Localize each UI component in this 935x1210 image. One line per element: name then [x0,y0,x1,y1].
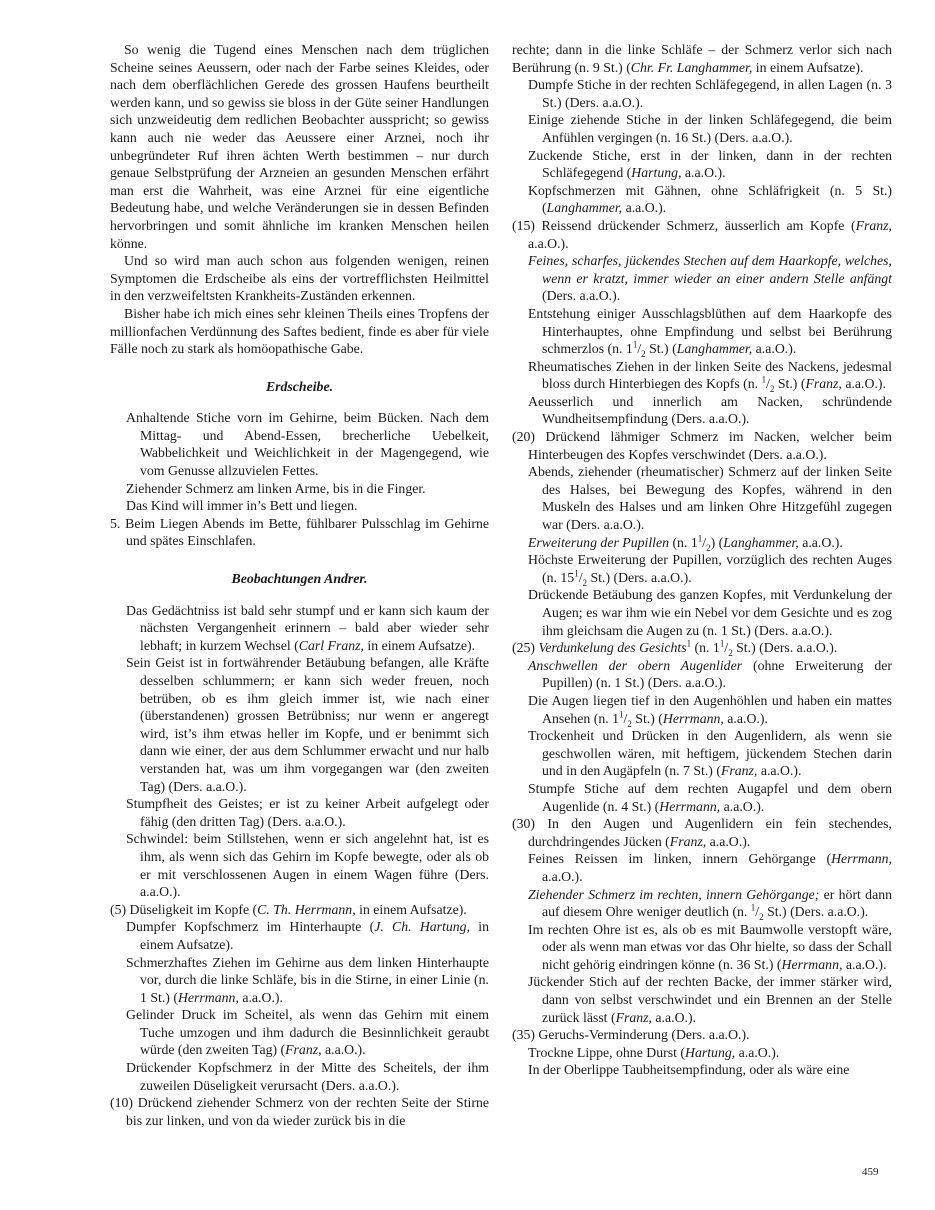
symptom-entry: Das Kind will immer in’s Bett und liegen. [126,498,358,514]
symptom-entry: Sein Geist ist in fortwährender Betäubung befangen, alle Kräfte desselben schlummern; er kann sich weder freuen, noch betrüben, ob es ihm gleich immer ist, wie nach einer (überstandenen) grossen Betrübniss; nur wenn er angeregt wird, ist’s ihm etwas heller im Kopfe, und er benimmt sich dann wie einer, der aus dem Schlummer erwacht und nur halb verstanden hat, was um ihm vorgegangen war (den zweiten Tag) (Ders. a.a.O.). [126,655,489,794]
symptom-entry: Jückender Stich auf der rechten Backe, der immer stärker wird, dann von selbst verschwindet und ein Brennen an der Stelle zurück lässt (Franz, a.a.O.). [528,974,892,1025]
symptom-entry: Schwindel: beim Stillstehen, wenn er sich angelehnt hat, ist es ihm, als wenn sich das Gehirn im Kopfe bewegte, oder als ob er mit verschlossenen Augen in einem Wagen führe (Ders. a.a.O.). [126,831,489,900]
symptom-entry: Kopfschmerzen mit Gähnen, ohne Schläfrigkeit (n. 5 St.) (Langhammer, a.a.O.). [528,182,892,216]
intro-paragraph: So wenig die Tugend eines Menschen nach dem trüglichen Scheine seines Aeussern, oder nach der Farbe seines Kleides, oder nach dem oberflächlichen Gerede des grossen Haufens beurtheilt werden kann, und so gewiss sie bloss in der Güte seiner Handlungen sich unzweideutig dem redlichen Beobachter ausspricht; so gewiss kann auch nie weder das Aeussere einer Arznei, noch ihr unbegründeter Ruf ihren ächten Werth bestimmen – nur durch genaue Selbstprüfung der Arzneien an gesunden Menschen erfährt man erst die Wahrheit, was eine Arznei für eine eigentliche Bedeutung habe, und welche Veränderungen sie in dessen Befinden hervorbringen und somit ähnliche im kranken Menschen heilen könne. [110,42,489,251]
symptom-entry: Die Augen liegen tief in den Augenhöhlen und haben ein mattes Ansehen (n. $1^1/_2$ St.) (Herrmann, a.a.O.). [528,692,892,729]
symptom-entry: Rheumatisches Ziehen in der linken Seite des Nackens, jedesmal bloss durch Hinterbiegen des Kopfs (n. $^1/_2$ St.) (Franz, a.a.O.). [528,358,892,395]
symptom-entry: (25) Verdunkelung des Gesichts$^1$ (n. $1^1/_2$ St.) (Ders. a.a.O.). [512,638,838,658]
symptom-entry: Ziehender Schmerz im rechten, innern Gehörgange; er hört dann auf diesem Ohre weniger deutlich (n. $^1/_2$ St.) (Ders. a.a.O.). [528,886,892,922]
symptom-entry: Anhaltende Stiche vorn im Gehirne, beim Bücken. Nach dem Mittag- und Abend-Essen, brecherliche Uebelkeit, Wabbelichkeit und Weichlichkeit in der Magengegend, wie vom Genusse allzuvielen Fettes. [126,410,489,479]
symptom-entry: Höchste Erweiterung der Pupillen, vorzüglich des rechten Auges (n. $15^1/_2$ St.) (Ders. a.a.O.). [528,552,892,588]
symptom-entry: Stumpfheit des Geistes; er ist zu keiner Arbeit aufgelegt oder fähig (den dritten Tag) (Ders. a.a.O.). [126,796,489,829]
symptom-entry: Dumpfer Kopfschmerz im Hinterhaupte (J. Ch. Hartung, in einem Aufsatze). [126,919,489,952]
symptom-entry: Feines Reissen im linken, innern Gehörgange (Herrmann, a.a.O.). [528,851,892,884]
symptom-entry: Drückende Betäubung des ganzen Kopfes, mit Verdunkelung der Augen; es war ihm wie ein Nebel vor dem Gesichte und es zog ihm gleichsam die Augen zu (n. 1 St.) (Ders. a.a.O.). [528,587,892,638]
symptom-entry: Trockenheit und Drücken in den Augenlidern, als wenn sie geschwollen wären, mit heftigem, jückendem Stechen darin und in den Augäpfeln (n. 7 St.) (Franz, a.a.O.). [528,728,892,779]
symptom-entry: (20) Drückend lähmiger Schmerz im Nacken, welcher beim Hinterbeugen des Kopfes verschwindet (Ders. a.a.O.). [512,429,892,462]
symptom-entry: Dumpfe Stiche in der rechten Schläfegegend, in allen Lagen (n. 3 St.) (Ders. a.a.O.). [528,77,892,110]
symptom-entry: In der Oberlippe Taubheitsempfindung, oder als wäre eine [528,1062,850,1078]
symptom-entry: Anschwellen der obern Augenlider (ohne Erweiterung der Pupillen) (n. 1 St.) (Ders. a.a.O.). [528,657,892,691]
symptom-entry: Abends, ziehender (rheumatischer) Schmerz auf der linken Seite des Halses, bei Bewegung des Kopfes, während in den Muskeln des Halses und am linken Ohre Hitzgefühl zugegen war (Ders. a.a.O.). [528,464,892,533]
symptom-entry: Ziehender Schmerz am linken Arme, bis in die Finger. [126,480,426,496]
symptom-entry: (15) Reissend drückender Schmerz, äusserlich am Kopfe (Franz, a.a.O.). [512,217,892,251]
intro-paragraph: Und so wird man auch schon aus folgenden wenigen, reinen Symptomen die Erdscheibe als eins der vortrefflichsten Heilmittel in den verzweifeltsten Krankheits-Zuständen erkennen. [110,253,489,304]
symptom-entry: Feines, scharfes, jückendes Stechen auf dem Haarkopfe, welches, wenn er kratzt, immer wieder an einer andern Stelle anfängt (Ders. a.a.O.). [528,253,892,304]
symptom-entry: Trockne Lippe, ohne Durst (Hartung, a.a.O.). [528,1044,780,1060]
symptom-entry: 5. Beim Liegen Abends im Bette, fühlbarer Pulsschlag im Gehirne und spätes Einschlafen. [110,515,489,549]
symptom-entry: Im rechten Ohre ist es, als ob es mit Baumwolle verstopft wäre, oder als wenn man etwas vor das Ohr hielte, so dass der Schall nicht gehörig eindringen könne (n. 36 St.) (Herrmann, a.a.O.). [528,921,892,972]
symptom-entry: rechte; dann in die linke Schläfe – der Schmerz verlor sich nach Berührung (n. 9 St.) (Chr. Fr. Langhammer, in einem Aufsatze). [512,42,892,75]
symptom-entry: Erweiterung der Pupillen (n. $1^1/_2$) (Langhammer, a.a.O.). [528,533,843,553]
intro-paragraph: Bisher habe ich mich eines sehr kleinen Theils eines Tropfens der millionfachen Verdünnung des Saftes bedient, finde es aber für viele Fälle noch zu stark als homöopathische Gabe. [110,305,489,357]
symptom-entry: (35) Geruchs-Verminderung (Ders. a.a.O.). [512,1027,750,1043]
left-column [110,41,489,1129]
section-heading: Erdscheibe. [265,378,334,394]
symptom-entry: Entstehung einiger Ausschlagsblüthen auf dem Haarkopfe des Hinterhauptes, ohne Empfindung und selbst bei Berührung schmerzlos (n. $1^1/_2$ St.) (Langhammer, a.a.O.). [528,305,892,359]
symptom-entry: Einige ziehende Stiche in der linken Schläfegegend, die beim Anfühlen vergingen (n. 16 St.) (Ders. a.a.O.). [528,112,892,145]
symptom-entry: Zuckende Stiche, erst in der linken, dann in der rechten Schläfegegend (Hartung, a.a.O.). [528,147,892,181]
section-heading: Beobachtungen Andrer. [231,571,368,587]
symptom-entry: (5) Düseligkeit im Kopfe (C. Th. Herrmann, in einem Aufsatze). [110,901,467,917]
symptom-entry: (30) In den Augen und Augenlidern ein fein stechendes, durchdringendes Jücken (Franz, a.a.O.). [512,816,892,849]
page-number: 459 [862,1166,879,1178]
symptom-entry: Stumpfe Stiche auf dem rechten Augapfel und dem obern Augenlide (n. 4 St.) (Herrmann, a.a.O.). [528,780,892,814]
symptom-entry: Schmerzhaftes Ziehen im Gehirne aus dem linken Hinterhaupte vor, durch die linke Schläfe, bis in die Stirne, in einer Linie (n. 1 St.) (Herrmann, a.a.O.). [126,954,489,1005]
right-column [512,41,892,1079]
symptom-entry: Das Gedächtniss ist bald sehr stumpf und er kann sich kaum der nächsten Vergangenheit erinnern – bald aber wieder sehr lebhaft; in kurzem Wechsel (Carl Franz, in einem Aufsatze). [126,602,489,653]
symptom-entry: (10) Drückend ziehender Schmerz von der rechten Seite der Stirne bis zur linken, und von da wieder zurück bis in die [110,1095,489,1128]
symptom-entry: Drückender Kopfschmerz in der Mitte des Scheitels, der ihm zuweilen Düseligkeit verursacht (Ders. a.a.O.). [126,1060,489,1093]
symptom-entry: Gelinder Druck im Scheitel, als wenn das Gehirn mit einem Tuche umzogen und ihm dadurch die Besinnlichkeit geraubt würde (den zweiten Tag) (Franz, a.a.O.). [126,1007,489,1058]
symptom-entry: Aeusserlich und innerlich am Nacken, schründende Wundheitsempfindung (Ders. a.a.O.). [528,393,892,427]
